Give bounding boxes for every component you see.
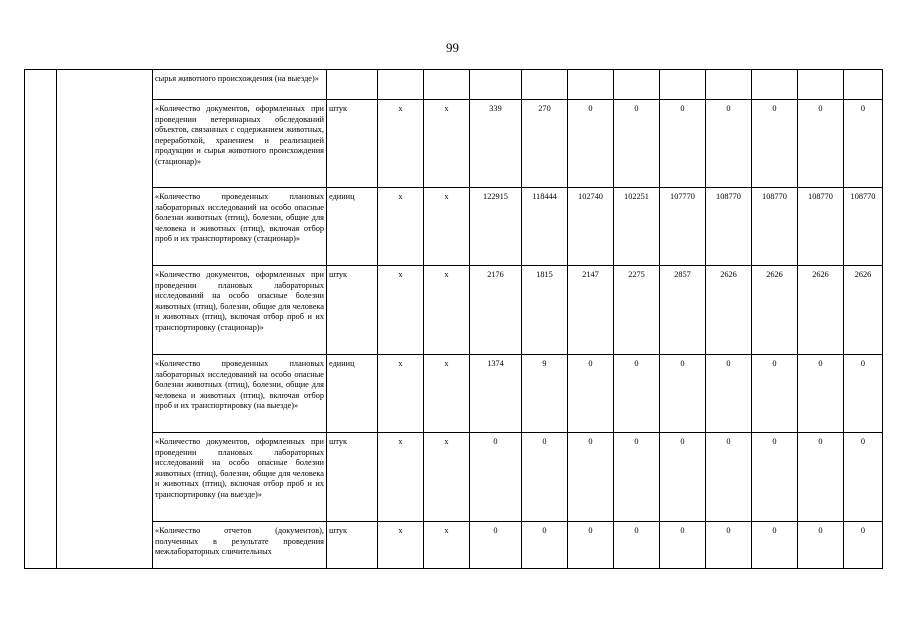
value-cell: 0 xyxy=(568,100,614,188)
empty-name-cell xyxy=(57,70,153,569)
value-cell: 2275 xyxy=(614,266,660,355)
mark-cell: x xyxy=(424,266,470,355)
empty-index-cell xyxy=(25,70,57,569)
indicator-description: «Количество отчетов (документов), полученных в результате проведения межлабораторных сличительных xyxy=(153,522,327,569)
value-cell: 2626 xyxy=(752,266,798,355)
value-cell: 0 xyxy=(522,522,568,569)
value-cell: 1815 xyxy=(522,266,568,355)
value-cell: 0 xyxy=(798,522,844,569)
table-row xyxy=(25,433,883,522)
indicator-description: сырья животного происхождения (на выезде)» xyxy=(153,70,327,100)
value-cell xyxy=(614,70,660,100)
unit-cell: единиц xyxy=(327,188,378,266)
value-cell: 0 xyxy=(470,433,522,522)
value-cell: 0 xyxy=(798,433,844,522)
value-cell: 0 xyxy=(706,433,752,522)
table-row xyxy=(25,100,883,188)
value-cell: 2626 xyxy=(706,266,752,355)
mark-cell: x xyxy=(378,188,424,266)
value-cell xyxy=(522,70,568,100)
value-cell: 0 xyxy=(798,100,844,188)
mark-cell: x xyxy=(378,433,424,522)
value-cell: 2147 xyxy=(568,266,614,355)
mark-cell: x xyxy=(424,433,470,522)
indicator-description: «Количество проведенных плановых лабораторных исследований на особо опасные болезни животных (птиц), болезни, общие для человека и животных (птиц), включая отбор проб и их транспортировку (стационар)» xyxy=(153,188,327,266)
value-cell: 108770 xyxy=(752,188,798,266)
mark-cell: x xyxy=(378,522,424,569)
value-cell: 1374 xyxy=(470,355,522,433)
value-cell: 0 xyxy=(706,355,752,433)
value-cell: 107770 xyxy=(660,188,706,266)
mark-cell: x xyxy=(378,355,424,433)
value-cell: 0 xyxy=(522,433,568,522)
indicator-description: «Количество документов, оформленных при проведении ветеринарных обследований объектов, связанных с содержанием животных, переработкой, хранением и реализацией продукции и сырья животного происхождения (стационар)» xyxy=(153,100,327,188)
value-cell: 122915 xyxy=(470,188,522,266)
table-row xyxy=(25,188,883,266)
value-cell: 0 xyxy=(844,100,883,188)
value-cell: 0 xyxy=(614,433,660,522)
value-cell xyxy=(798,70,844,100)
value-cell: 0 xyxy=(752,522,798,569)
value-cell: 0 xyxy=(844,433,883,522)
value-cell: 0 xyxy=(470,522,522,569)
value-cell: 102740 xyxy=(568,188,614,266)
value-cell: 2176 xyxy=(470,266,522,355)
data-table xyxy=(24,69,883,569)
value-cell: 0 xyxy=(844,355,883,433)
mark-cell: x xyxy=(424,522,470,569)
unit-cell: штук xyxy=(327,266,378,355)
value-cell: 0 xyxy=(798,355,844,433)
unit-cell: штук xyxy=(327,433,378,522)
unit-cell xyxy=(327,70,378,100)
value-cell: 9 xyxy=(522,355,568,433)
mark-cell xyxy=(378,70,424,100)
table-row xyxy=(25,522,883,569)
value-cell: 108770 xyxy=(798,188,844,266)
value-cell: 0 xyxy=(660,355,706,433)
table-row xyxy=(25,70,883,100)
value-cell xyxy=(706,70,752,100)
mark-cell: x xyxy=(424,188,470,266)
value-cell: 118444 xyxy=(522,188,568,266)
value-cell: 2626 xyxy=(798,266,844,355)
value-cell: 0 xyxy=(752,355,798,433)
indicator-description: «Количество проведенных плановых лабораторных исследований на особо опасные болезни животных (птиц), болезни, общие для человека и животных (птиц), включая отбор проб и их транспортировку (на выезде)» xyxy=(153,355,327,433)
value-cell: 0 xyxy=(660,433,706,522)
indicator-description: «Количество документов, оформленных при проведении плановых лабораторных исследований на особо опасные болезни животных (птиц), болезни, общие для человека и животных (птиц), включая отбор проб и их транспортировку (стационар)» xyxy=(153,266,327,355)
mark-cell: x xyxy=(424,100,470,188)
mark-cell xyxy=(424,70,470,100)
unit-cell: единиц xyxy=(327,355,378,433)
value-cell: 0 xyxy=(660,100,706,188)
value-cell: 0 xyxy=(614,100,660,188)
value-cell: 2857 xyxy=(660,266,706,355)
value-cell: 270 xyxy=(522,100,568,188)
value-cell: 0 xyxy=(614,522,660,569)
value-cell: 0 xyxy=(706,100,752,188)
indicator-description: «Количество документов, оформленных при проведении плановых лабораторных исследований на особо опасные болезни животных (птиц), болезни, общие для человека и животных (птиц), включая отбор проб и их транспортировку (на выезде)» xyxy=(153,433,327,522)
value-cell: 102251 xyxy=(614,188,660,266)
value-cell: 2626 xyxy=(844,266,883,355)
value-cell xyxy=(470,70,522,100)
value-cell: 0 xyxy=(568,433,614,522)
table-row xyxy=(25,266,883,355)
value-cell xyxy=(752,70,798,100)
value-cell: 108770 xyxy=(844,188,883,266)
value-cell: 0 xyxy=(568,522,614,569)
value-cell xyxy=(568,70,614,100)
value-cell: 339 xyxy=(470,100,522,188)
table-row xyxy=(25,355,883,433)
value-cell xyxy=(660,70,706,100)
value-cell: 0 xyxy=(706,522,752,569)
value-cell: 0 xyxy=(568,355,614,433)
value-cell: 0 xyxy=(752,433,798,522)
value-cell: 0 xyxy=(660,522,706,569)
mark-cell: x xyxy=(378,266,424,355)
unit-cell: штук xyxy=(327,100,378,188)
mark-cell: x xyxy=(424,355,470,433)
value-cell: 0 xyxy=(844,522,883,569)
table-body xyxy=(25,70,883,569)
value-cell: 0 xyxy=(752,100,798,188)
value-cell: 108770 xyxy=(706,188,752,266)
value-cell xyxy=(844,70,883,100)
unit-cell: штук xyxy=(327,522,378,569)
mark-cell: x xyxy=(378,100,424,188)
value-cell: 0 xyxy=(614,355,660,433)
page-number: 99 xyxy=(446,40,459,55)
